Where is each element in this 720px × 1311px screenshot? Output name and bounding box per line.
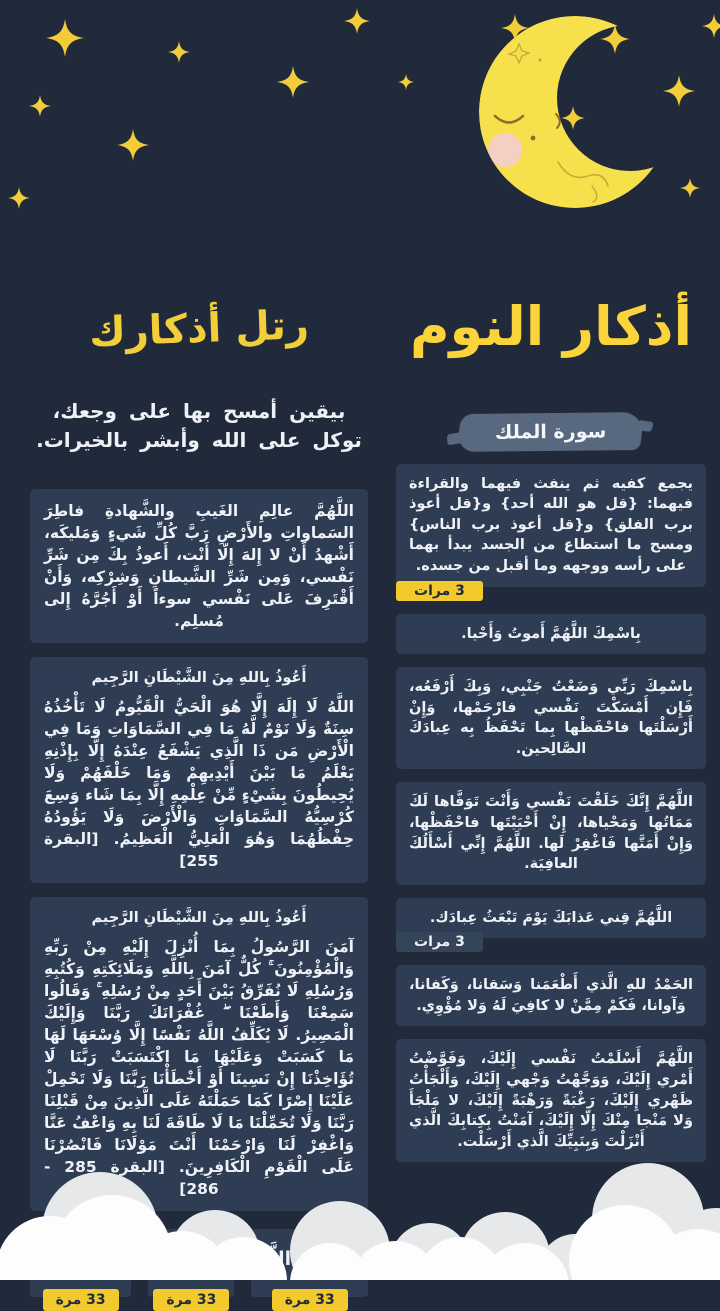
star-icon [29,95,51,117]
right-column [396,252,706,1162]
cloud-bank [0,1155,720,1280]
dhikr-text: يجمع كفيه ثم ينفث فيهما والقراءة فيهما: {قل هو الله أحد} و{قل أعوذ برب الفلق} و{قل أعوذ برب الناس} ومسح ما استطاع من الجسد يبدأ بهما على رأسه ووجهه وما أقبل من جسده. [409,475,693,574]
moon-blush [488,133,522,167]
dhikr-text: اللَّهُمَّ أَسْلَمْتُ نَفْسي إِلَيْكَ، وَفَوَّضْتُ أَمْري إِلَيْكَ، وَوَجَّهْتُ وَجْهي إِلَيْكَ، وَأَلْجَأْتُ ظَهْري إِلَيْكَ، رَغْبَةً وَرَهْبَةً إِلَيْكَ، لا مَلْجَأَ وَلا مَنْجا مِنْكَ إِلّا إِلَيْكَ، آمَنْتُ بِكِتابِكَ الَّذي أَنْزَلْتَ وَبِنَبِيِّكَ الَّذي أَرْسَلْت. [409,1051,693,1150]
surah-almulk-badge [457,412,645,452]
subtitle-line-1: بيقين أمسح بها على وجعك، [52,399,346,424]
page-title: أذكار النوم [409,295,693,359]
repeat-badge-3-times: 3 مرات [396,932,483,952]
moon-icon [479,16,671,208]
dhikr-text: بِاسْمِكَ اللَّهُمَّ أَموتُ وَأَحْيا. [461,625,641,642]
moon-sketch-dot [538,58,541,61]
dhikr-card-khalaqta-nafsi [396,782,706,884]
repeat-badge-33-times: 33 مرة [153,1289,229,1311]
dhikr-card-bismika-amutu [396,614,706,655]
dhikr-text: الحَمْدُ للهِ الَّذي أَطْعَمَنا وَسَقانا، وَكَفانا، وَآوانا، فَكَمْ مِمَّنْ لا كافِيَ لَهُ وَلا مُؤْوِي. [409,977,693,1014]
night-sky [0,0,720,235]
dhikr-card-ikhlas-muawwidhat [396,464,706,587]
dhikr-text: اللَّهُمَّ إِنَّكَ خَلَقْتَ نَفْسي وَأَنْتَ تَوَفَّاها لَكَ مَمَاتُها وَمَحْياها، إِنْ أَحْيَيْتَها فاحْفَظْها، وَإِنْ أَمَتَّها فَاغْفِرْ لَها. اللَّهُمَّ إِنِّي أَسْأَلُكَ العافِيَة. [409,794,693,873]
left-subtitle [30,397,368,455]
dhikr-card-aslamtu-nafsi [396,1039,706,1162]
star-icon [8,187,30,209]
left-column [30,270,368,1308]
star-icon [398,74,414,90]
dhikr-text: اللَّهُمَّ قِني عَذابَكَ يَوْمَ تَبْعَثُ عِبادَك. [429,909,673,926]
dhikr-card-ayat-alkursi [30,657,368,883]
istiadha-header: أَعُوذُ بِاللهِ مِنَ الشَّيْطَانِ الرَّجِيم [91,670,307,687]
dhikr-text: اللَّهُمَّ عالِمِ الغَيبِ والشَّهادةِ فاطِرَ السَماواتِ والأَرْضِ رَبَّ كُلِّ شَيءٍ وَمَليكَه، أَشْهدُ أَنْ لا إِلهَ إِلّا أَنْت، أَعوذُ بِكَ مِن شَرِّ نَفْسي، وَمِن شَرِّ الشَّيطانِ وَشِرْكِه، وَأَنْ أَقْتَرِفَ عَلى نَفْسي سوءاً أَوْ أَجُرَّهُ إِلى مُسلِم. [44,502,354,631]
istiadha-header: أَعُوذُ بِاللهِ مِنَ الشَّيْطَانِ الرَّجِيم [91,909,307,926]
moon-mouth-dot [531,136,536,141]
star-icon [344,8,370,34]
star-icon [117,129,149,161]
star-icon [168,41,190,63]
star-icon [46,19,84,57]
repeat-badge-3-times: 3 مرات [396,581,483,601]
repeat-badge-33-times: 33 مرة [272,1289,348,1311]
dhikr-card-wadatu-janbi [396,667,706,769]
dhikr-card-alim-alghayb [30,489,368,643]
secondary-title: رتل أذكارك [88,302,310,357]
dhikr-text: آمَنَ الرَّسُولُ بِمَا أُنْزِلَ إِلَيْهِ مِنْ رَبِّهِ وَالْمُؤْمِنُونَ ۚ كُلٌّ آمَنَ بِاللَّهِ وَمَلَائِكَتِهِ وَكُتُبِهِ وَرُسُلِهِ لَا نُفَرِّقُ بَيْنَ أَحَدٍ مِنْ رُسُلِهِ ۚ وَقَالُوا سَمِعْنَا وَأَطَعْنَا ۖ غُفْرَانَكَ رَبَّنَا وَإِلَيْكَ الْمَصِيرُ. لَا يُكَلِّفُ اللَّهُ نَفْسًا إِلَّا وُسْعَهَا لَهَا مَا كَسَبَتْ وَعَلَيْهَا مَا اكْتَسَبَتْ رَبَّنَا لَا تُؤَاخِذْنَا إِنْ نَسِينَا أَوْ أَخْطَأْنَا رَبَّنَا وَلَا تَحْمِلْ عَلَيْنَا إِصْرًا كَمَا حَمَلْتَهُ عَلَى الَّذِينَ مِنْ قَبْلِنَا رَبَّنَا وَلَا تُحَمِّلْنَا مَا لَا طَاقَةَ لَنَا بِهِ وَاعْفُ عَنَّا وَاغْفِرْ لَنَا وَارْحَمْنَا أَنْتَ مَوْلَانَا فَانْصُرْنَا عَلَى الْقَوْمِ الْكَافِرِينَ. [البقرة 285 - 286] [44,937,354,1198]
dhikr-text: بِاسْمِكَ رَبِّي وَضَعْتُ جَنْبِي، وَبِكَ أَرْفَعُه، فَإِن أَمْسَكْتَ نَفْسي فارْحَمْها، وَإِنْ أَرْسَلْتَها فاحْفَظْها بِما تَحْفَظُ بِه عِبادَكَ الصَّالِحين. [409,679,693,757]
subtitle-line-2: توكل على الله وأبشر بالخيرات. [36,428,362,453]
surah-badge-label: سورة الملك [495,420,607,444]
star-icon [277,66,309,98]
repeat-badge-33-times: 33 مرة [43,1289,119,1311]
dhikr-text: اللَّهُ لَا إِلَهَ إِلَّا هُوَ الْحَيُّ الْقَيُّومُ لَا تَأْخُذُهُ سِنَةٌ وَلَا نَوْمٌ لَّهُ مَا فِي السَّمَاوَاتِ وَمَا فِي الْأَرْضِ مَن ذَا الَّذِي يَشْفَعُ عِنْدَهُ إِلَّا بِإِذْنِهِ يَعْلَمُ مَا بَيْنَ أَيْدِيهِمْ وَمَا خَلْفَهُمْ وَلَا يُحِيطُونَ بِشَيْءٍ مِّنْ عِلْمِهِ إِلَّا بِمَا شَاء وَسِعَ كُرْسِيُّهُ السَّمَاوَاتِ وَالْأَرْضَ وَلَا يَؤُودُهُ حِفْظُهُمَا وَهُوَ الْعَلِيُّ الْعَظِيمُ. [البقرة 255] [44,697,354,870]
dhikr-card-alhamdu-atamana [396,965,706,1026]
star-icon [680,178,700,198]
star-icon [702,14,720,38]
